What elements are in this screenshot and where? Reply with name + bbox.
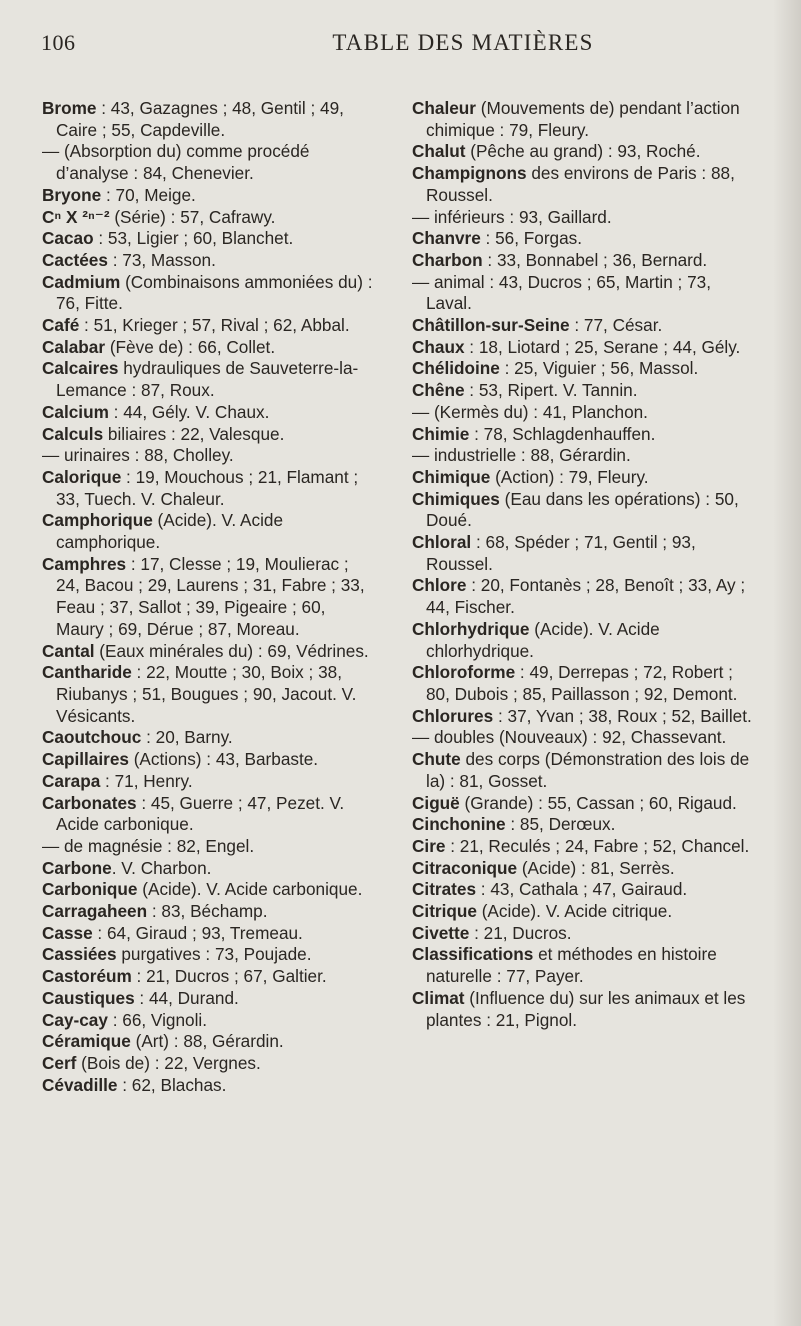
index-references: : 43, Gazagnes ; 48, Gentil ; 49, Caire ; 55, Capdeville. [56,98,344,140]
index-entry [42,1010,376,1032]
index-entry [412,901,754,923]
index-term: Cactées [42,249,108,270]
index-references: : 71, Henry. [100,770,193,791]
index-references: purgatives : 73, Poujade. [116,944,312,965]
index-references: : 20, Fontanès ; 28, Benoît ; 33, Ay ; 44, Fischer. [426,575,746,618]
index-references: (Grande) : 55, Cassan ; 60, Rigaud. [459,792,737,813]
index-entry [412,836,754,858]
index-entry [412,402,754,424]
index-term: Casse [42,922,93,943]
index-term: Chimique [412,466,491,487]
index-references: : 21, Reculés ; 24, Fabre ; 52, Chancel. [445,835,750,856]
index-entry [42,727,376,749]
running-title: TABLE DES MATIÈRES [332,30,594,55]
index-references: : 62, Blachas. [117,1074,227,1095]
index-references: : 20, Barny. [141,727,233,748]
index-entry [412,380,754,402]
index-term: Chloral [412,532,472,553]
index-references: (Action) : 79, Fleury. [490,466,649,487]
index-entry [412,445,754,467]
index-entry [42,228,376,250]
index-references: et méthodes en histoire naturelle : 77, Payer. [426,944,717,987]
index-references: (Acide). V. Acide camphorique. [56,510,284,553]
index-references: . V. Charbon. [111,857,212,878]
index-references: : 43, Cathala ; 47, Gairaud. [476,879,688,900]
index-term: Cadmium [42,271,121,292]
index-entry [412,662,754,705]
index-term: Champignons [412,163,527,184]
page-number: 106 [41,30,76,55]
index-term: Castoréum [42,966,132,987]
index-entry [42,988,376,1010]
index-entry [42,250,376,272]
index-references: : 21, Ducros ; 67, Galtier. [131,966,327,987]
index-entry [42,1053,376,1075]
index-entry [412,619,754,662]
index-entry [412,467,754,489]
index-references: (Pêche au grand) : 93, Roché. [465,141,701,162]
index-term: Charbon [412,249,483,270]
index-references: : 66, Vignoli. [107,1009,207,1030]
index-references: (Acide) : 81, Serrès. [517,857,675,878]
index-term: Cantal [42,640,95,661]
index-term: Citrique [412,901,477,922]
index-term: Chélidoine [412,358,500,379]
index-term: Calabar [42,336,106,357]
index-entry [42,793,376,836]
index-references: : 45, Guerre ; 47, Pezet. V. Acide carbonique. [56,792,345,835]
index-entry [412,98,754,141]
index-references: — de magnésie : 82, Engel. [42,835,255,856]
index-references: biliaires : 22, Valesque. [103,423,285,444]
index-term: Bryone [42,184,102,205]
index-references: : 78, Schlagdenhauffen. [469,423,656,444]
index-references: : 25, Viguier ; 56, Massol. [499,358,699,379]
index-entry [412,814,754,836]
index-entry [412,532,754,575]
index-term: Civette [412,922,470,943]
index-term: Ciguë [412,792,460,813]
index-references: (Eaux minérales du) : 69, Védrines. [94,640,369,661]
index-references: : 53, Ligier ; 60, Blanchet. [93,228,294,249]
index-entry [42,207,376,229]
index-entry [42,749,376,771]
index-entry [412,250,754,272]
index-references: : 64, Giraud ; 93, Tremeau. [92,922,303,943]
index-references: — industrielle : 88, Gérardin. [412,445,631,466]
index-references: — (Kermès du) : 41, Planchon. [412,401,648,422]
index-term: Citrates [412,879,476,900]
index-entry [412,749,754,792]
index-term: Chaux [412,336,465,357]
index-entry [42,445,376,467]
index-entry [42,337,376,359]
index-term: Chaleur [412,98,476,118]
index-entry [42,836,376,858]
index-term: Cⁿ X ²ⁿ⁻² [42,206,110,227]
index-references: (Acide). V. Acide citrique. [476,901,673,922]
index-entry [42,923,376,945]
index-term: Cerf [42,1052,77,1073]
index-term: Café [42,315,80,336]
index-term: Carapa [42,770,101,791]
index-term: Brome [42,98,97,118]
index-references: : 73, Masson. [107,249,216,270]
index-references: des corps (Démonstration des lois de la) : 81, Gosset. [426,749,750,791]
index-term: Chlorhydrique [412,618,530,639]
index-term: Carbone [42,857,112,878]
index-entry [412,272,754,315]
index-references: hydrauliques de Sauveterre-la-Lemance : 87, Roux. [56,358,359,401]
index-term: Camphres [42,553,127,574]
index-entry [42,641,376,663]
index-term: Calcium [42,401,109,422]
index-term: Cay-cay [42,1009,108,1030]
index-entry [412,988,754,1031]
index-references: : 33, Bonnabel ; 36, Bernard. [482,249,708,270]
index-entry [42,141,376,184]
index-references: (Combinaisons ammoniées du) : 76, Fitte. [56,271,373,314]
index-references: (Influence du) sur les animaux et les plantes : 21, Pignol. [426,987,746,1030]
index-references: : 83, Béchamp. [147,901,268,922]
index-references: : 22, Moutte ; 30, Boix ; 38, Riubanys ; 51, Bougues ; 90, Jacout. V. Vésicants. [56,662,357,726]
index-entry [42,510,376,553]
index-references: (Actions) : 43, Barbaste. [128,749,319,770]
index-entry [412,337,754,359]
index-references: (Bois de) : 22, Vergnes. [76,1052,261,1073]
index-column-left [42,98,376,1096]
index-entry [42,944,376,966]
index-term: Chimiques [412,488,500,509]
index-entry [412,879,754,901]
index-references: : 68, Spéder ; 71, Gentil ; 93, Roussel. [426,532,696,574]
index-term: Citraconique [412,857,518,878]
index-references: (Acide). V. Acide carbonique. [137,879,363,900]
index-references: : 70, Meige. [101,184,196,205]
index-references: : 49, Derrepas ; 72, Robert ; 80, Dubois ; 85, Paillasson ; 92, Demont. [426,662,738,704]
index-references: : 53, Ripert. V. Tannin. [464,380,638,401]
index-term: Céramique [42,1031,131,1052]
index-references: : 37, Yvan ; 38, Roux ; 52, Baillet. [493,705,752,726]
index-term: Calculs [42,423,104,444]
index-entry [412,489,754,532]
index-references: : 44, Durand. [134,987,239,1008]
index-references: (Fève de) : 66, Collet. [105,336,276,357]
index-entry [42,1075,376,1097]
index-entry [42,402,376,424]
index-entry [42,315,376,337]
index-references: — inférieurs : 93, Gaillard. [412,206,612,227]
index-references: : 77, César. [569,315,663,336]
index-term: Cire [412,835,446,856]
index-term: Calcaires [42,358,119,379]
index-entry [42,662,376,727]
index-term: Chanvre [412,228,481,249]
index-references: : 51, Krieger ; 57, Rival ; 62, Abbal. [79,315,350,336]
index-entry [412,358,754,380]
index-entry [42,467,376,510]
index-term: Carragaheen [42,901,148,922]
index-entry [42,1031,376,1053]
index-references: : 44, Gély. V. Chaux. [108,401,270,422]
index-references: (Mouvements de) pendant l’action chimique : 79, Fleury. [426,98,740,140]
index-entry [412,858,754,880]
index-term: Capillaires [42,749,129,770]
index-term: Châtillon-sur-Seine [412,315,570,336]
index-entry [42,901,376,923]
index-term: Climat [412,987,465,1008]
index-references: des environs de Paris : 88, Roussel. [426,163,735,205]
index-entry [412,207,754,229]
index-references: (Art) : 88, Gérardin. [130,1031,284,1052]
index-references: : 17, Clesse ; 19, Moulierac ; 24, Bacou ; 29, Laurens ; 31, Fabre ; 33, Feau ; 37, Sallot ; 39, Pigeaire ; 60, Maury ; 69, Dérue ; 87, Moreau. [56,553,365,639]
index-term: Cassiées [42,944,117,965]
index-entry [42,358,376,401]
index-entry [42,858,376,880]
index-entry [42,966,376,988]
index-term: Classifications [412,944,534,965]
index-entry [42,98,376,141]
index-references: — (Absorption du) comme procédé d’analyse : 84, Chenevier. [42,141,310,184]
index-entry [412,163,754,206]
index-entry [42,879,376,901]
index-entry [412,727,754,749]
index-references: : 18, Liotard ; 25, Serane ; 44, Gély. [464,336,741,357]
index-references: (Série) : 57, Cafrawy. [109,206,276,227]
index-entry [412,944,754,987]
index-entry [412,141,754,163]
index-entry [42,554,376,641]
index-term: Cantharide [42,662,132,683]
index-column-right [412,98,754,1031]
index-entry [412,575,754,618]
index-entry [412,793,754,815]
index-term: Chimie [412,423,470,444]
index-term: Cévadille [42,1074,118,1095]
index-term: Carbonates [42,792,137,813]
index-term: Chalut [412,141,466,162]
index-term: Chute [412,749,461,770]
index-term: Carbonique [42,879,138,900]
index-entry [42,272,376,315]
index-entry [42,424,376,446]
index-term: Caoutchouc [42,727,142,748]
index-references: — urinaires : 88, Cholley. [42,445,234,466]
page-edge-shadow [773,0,801,1326]
index-references: (Acide). V. Acide chlorhydrique. [426,618,660,661]
index-references: — animal : 43, Ducros ; 65, Martin ; 73, Laval. [412,271,711,314]
index-term: Chlore [412,575,467,596]
index-references: — doubles (Nouveaux) : 92, Chassevant. [412,727,727,748]
index-references: : 21, Ducros. [469,922,572,943]
index-references: : 19, Mouchous ; 21, Flamant ; 33, Tuech. V. Chaleur. [56,466,359,509]
index-references: : 85, Derœux. [505,814,616,835]
index-term: Cinchonine [412,814,506,835]
index-entry [412,228,754,250]
index-entry [412,424,754,446]
index-entry [42,185,376,207]
index-entry [412,706,754,728]
index-term: Chêne [412,380,465,401]
index-entry [412,923,754,945]
index-term: Calorique [42,466,122,487]
index-references: : 56, Forgas. [480,228,583,249]
index-term: Chloroforme [412,662,516,683]
index-entry [412,315,754,337]
index-term: Camphorique [42,510,153,531]
index-entry [42,771,376,793]
index-references: (Eau dans les opérations) : 50, Doué. [426,488,739,531]
index-term: Chlorures [412,705,494,726]
index-term: Caustiques [42,987,135,1008]
index-term: Cacao [42,228,94,249]
